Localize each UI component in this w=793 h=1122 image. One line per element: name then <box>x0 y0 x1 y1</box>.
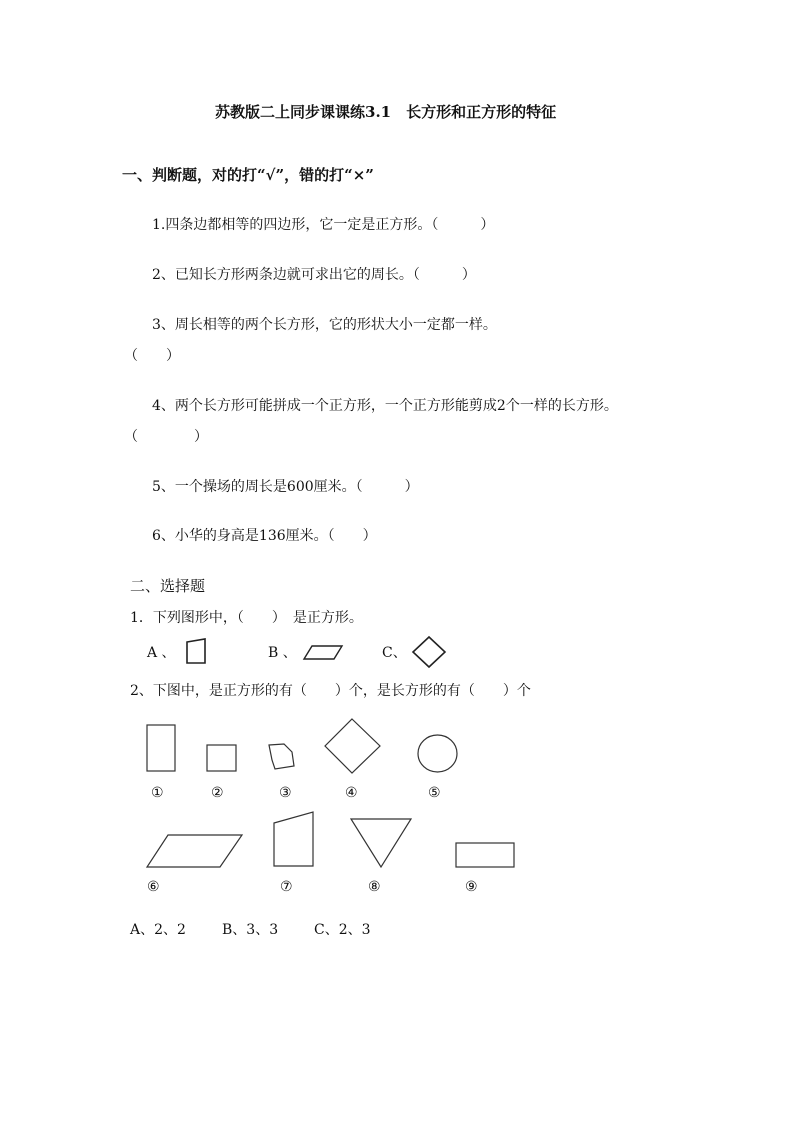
tall-rectangle-icon <box>146 724 176 772</box>
wide-rectangle-icon <box>455 842 515 868</box>
figure-label-2: ② <box>211 785 224 801</box>
judgment-item-2: 2、已知长方形两条边就可求出它的周长。（ ） <box>152 267 476 283</box>
section-heading-choice: 二、选择题 <box>130 577 206 595</box>
trapezoid-icon <box>273 811 315 867</box>
choice-question-2: 2、下图中，是正方形的有（ ）个，是长方形的有（ ）个 <box>130 683 531 699</box>
judgment-item-5: 5、一个操场的周长是600厘米。（ ） <box>152 479 419 495</box>
trapezoid-icon <box>185 638 209 666</box>
section-heading-judgment: 一、判断题，对的打“√”，错的打“×” <box>122 166 374 184</box>
page-title: 苏教版二上同步课课练3.1 长方形和正方形的特征 <box>215 103 557 121</box>
judgment-item-3-blank: （ ） <box>124 348 180 364</box>
judgment-item-4-blank: （ ） <box>124 429 208 445</box>
figure-label-9: ⑨ <box>465 879 478 895</box>
figure-label-7: ⑦ <box>280 879 293 895</box>
irregular-shape-icon <box>266 742 296 772</box>
answer-option-b: B、3、3 <box>222 922 279 938</box>
parallelogram-icon <box>146 834 244 868</box>
answer-option-a: A、2、2 <box>130 922 186 938</box>
square-icon <box>206 744 237 772</box>
figure-label-3: ③ <box>279 785 292 801</box>
figure-label-1: ① <box>151 785 164 801</box>
judgment-item-6: 6、小华的身高是136厘米。（ ） <box>152 528 377 544</box>
judgment-item-3: 3、周长相等的两个长方形，它的形状大小一定都一样。 <box>152 317 497 333</box>
triangle-icon <box>350 818 412 868</box>
figure-label-6: ⑥ <box>147 879 160 895</box>
judgment-item-4: 4、两个长方形可能拼成一个正方形，一个正方形能剪成2个一样的长方形。 <box>152 398 618 414</box>
q1-option-c-label: C、 <box>382 645 407 661</box>
figure-label-8: ⑧ <box>368 879 381 895</box>
rotated-square-icon <box>412 636 446 668</box>
figure-label-4: ④ <box>345 785 358 801</box>
figure-label-5: ⑤ <box>428 785 441 801</box>
parallelogram-icon <box>302 645 344 661</box>
judgment-item-1: 1.四条边都相等的四边形，它一定是正方形。（ ） <box>152 217 495 233</box>
diamond-square-icon <box>324 718 382 774</box>
answer-option-c: C、2、3 <box>314 922 371 938</box>
circle-icon <box>417 734 459 774</box>
choice-question-1: 1．下列图形中，（ ） 是正方形。 <box>130 610 363 626</box>
q1-option-a-label: A 、 <box>147 645 176 661</box>
q1-option-b-label: B 、 <box>268 645 297 661</box>
